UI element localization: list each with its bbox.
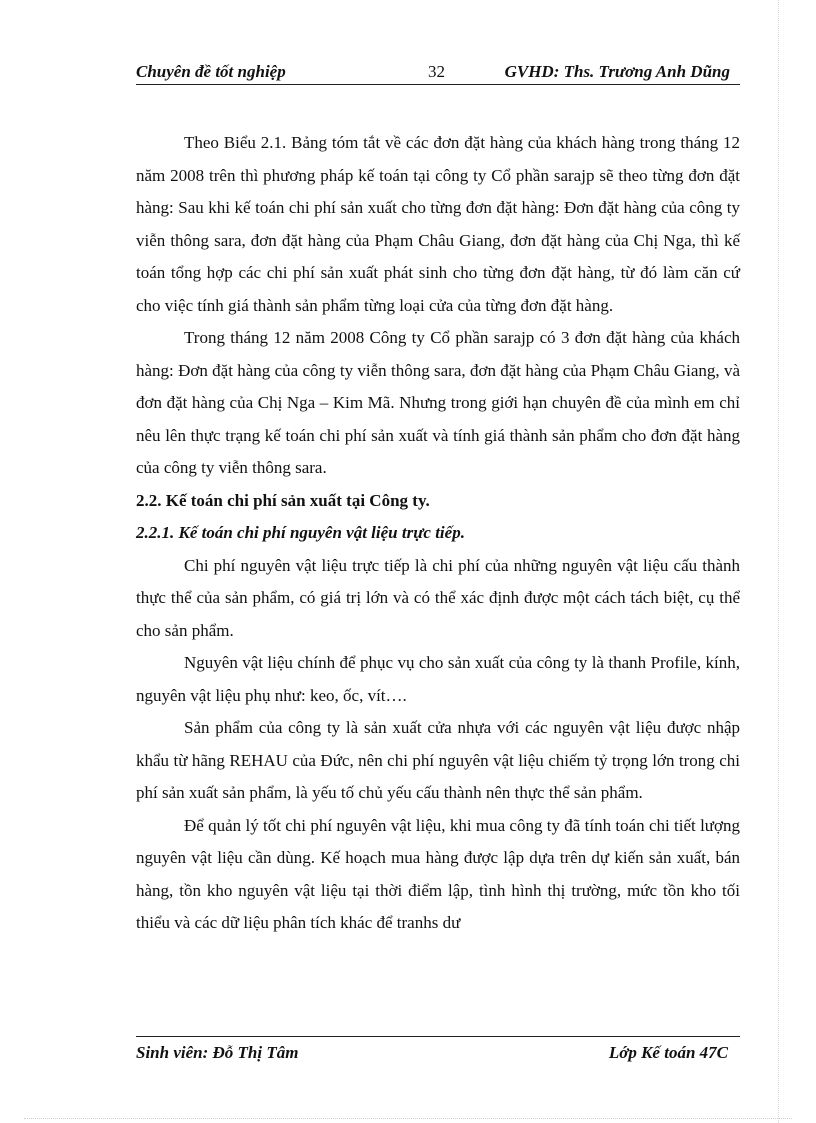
paragraph: Nguyên vật liệu chính để phục vụ cho sản xuất của công ty là thanh Profile, kính, nguyên vật liệu phụ như: keo, ốc, vít….: [136, 653, 740, 705]
page-footer: [136, 1036, 740, 1065]
page-right-edge: [778, 0, 779, 1123]
page-number: 32: [428, 62, 445, 81]
paragraph: Sản phẩm của công ty là sản xuất cửa nhựa với các nguyên vật liệu được nhập khẩu từ hãng REHAU của Đức, nên chi phí nguyên vật liệu chiếm tỷ trọng lớn trong chi phí sản xuất sản phẩm, là yếu tố chủ yếu cấu thành nên thực thể sản phẩm.: [136, 718, 740, 802]
footer-student: Sinh viên: Đỗ Thị Tâm: [136, 1043, 299, 1062]
paragraph: Theo Biểu 2.1. Bảng tóm tắt về các đơn đặt hàng của khách hàng trong tháng 12 năm 2008 trên thì phương pháp kế toán tại công ty Cổ phần sarajp sẽ theo từng đơn đặt hàng: Sau khi kế toán chi phí sản xuất cho từng đơn đặt hàng: Đơn đặt hàng của công ty viễn thông sara, đơn đặt hàng của Phạm Châu Giang, đơn đặt hàng của Chị Nga, thì kế toán tổng hợp các chi phí sản xuất phát sinh cho từng đơn đặt hàng, từ đó làm căn cứ cho việc tính giá thành sản phẩm từng loại cửa của từng đơn đặt hàng.: [136, 133, 740, 315]
header-supervisor: GVHD: Ths. Trương Anh Dũng: [504, 62, 730, 81]
paragraph: Chi phí nguyên vật liệu trực tiếp là chi phí của những nguyên vật liệu cấu thành thực thể của sản phẩm, có giá trị lớn và có thể xác định được một cách tách biệt, cụ thể cho sản phẩm.: [136, 555, 740, 640]
footer-class: Lớp Kế toán 47C: [608, 1043, 728, 1062]
paragraph: Trong tháng 12 năm 2008 Công ty Cổ phần sarajp có 3 đơn đặt hàng của khách hàng: Đơn đặt hàng của công ty viễn thông sara, đơn đặt hàng của Phạm Châu Giang, và đơn đặt hàng của Chị Nga – Kim Mã. Nhưng trong giới hạn chuyên đề của mình em chỉ nêu lên thực trạng kế toán chi phí sản xuất và tính giá thành sản phẩm cho đơn đặt hàng của công ty viễn thông sara.: [136, 328, 740, 477]
header-thesis-title: Chuyên đề tốt nghiệp: [136, 62, 286, 81]
document-body: [136, 127, 740, 940]
page-bottom-edge: [24, 1118, 792, 1119]
subsection-heading: 2.2.1. Kế toán chi phí nguyên vật liệu trực tiếp.: [136, 523, 465, 542]
paragraph: Để quản lý tốt chi phí nguyên vật liệu, khi mua công ty đã tính toán chi tiết lượng nguyên vật liệu cần dùng. Kế hoạch mua hàng được lập dựa trên dự kiến sản xuất, bán hàng, tồn kho nguyên vật liệu tại thời điểm lập, tình hình thị trường, mức tồn kho tối thiểu và các dữ liệu phân tích khác để tranhs dư: [136, 815, 740, 932]
section-heading: 2.2. Kế toán chi phí sản xuất tại Công ty.: [136, 490, 430, 510]
page-header: [136, 60, 740, 85]
